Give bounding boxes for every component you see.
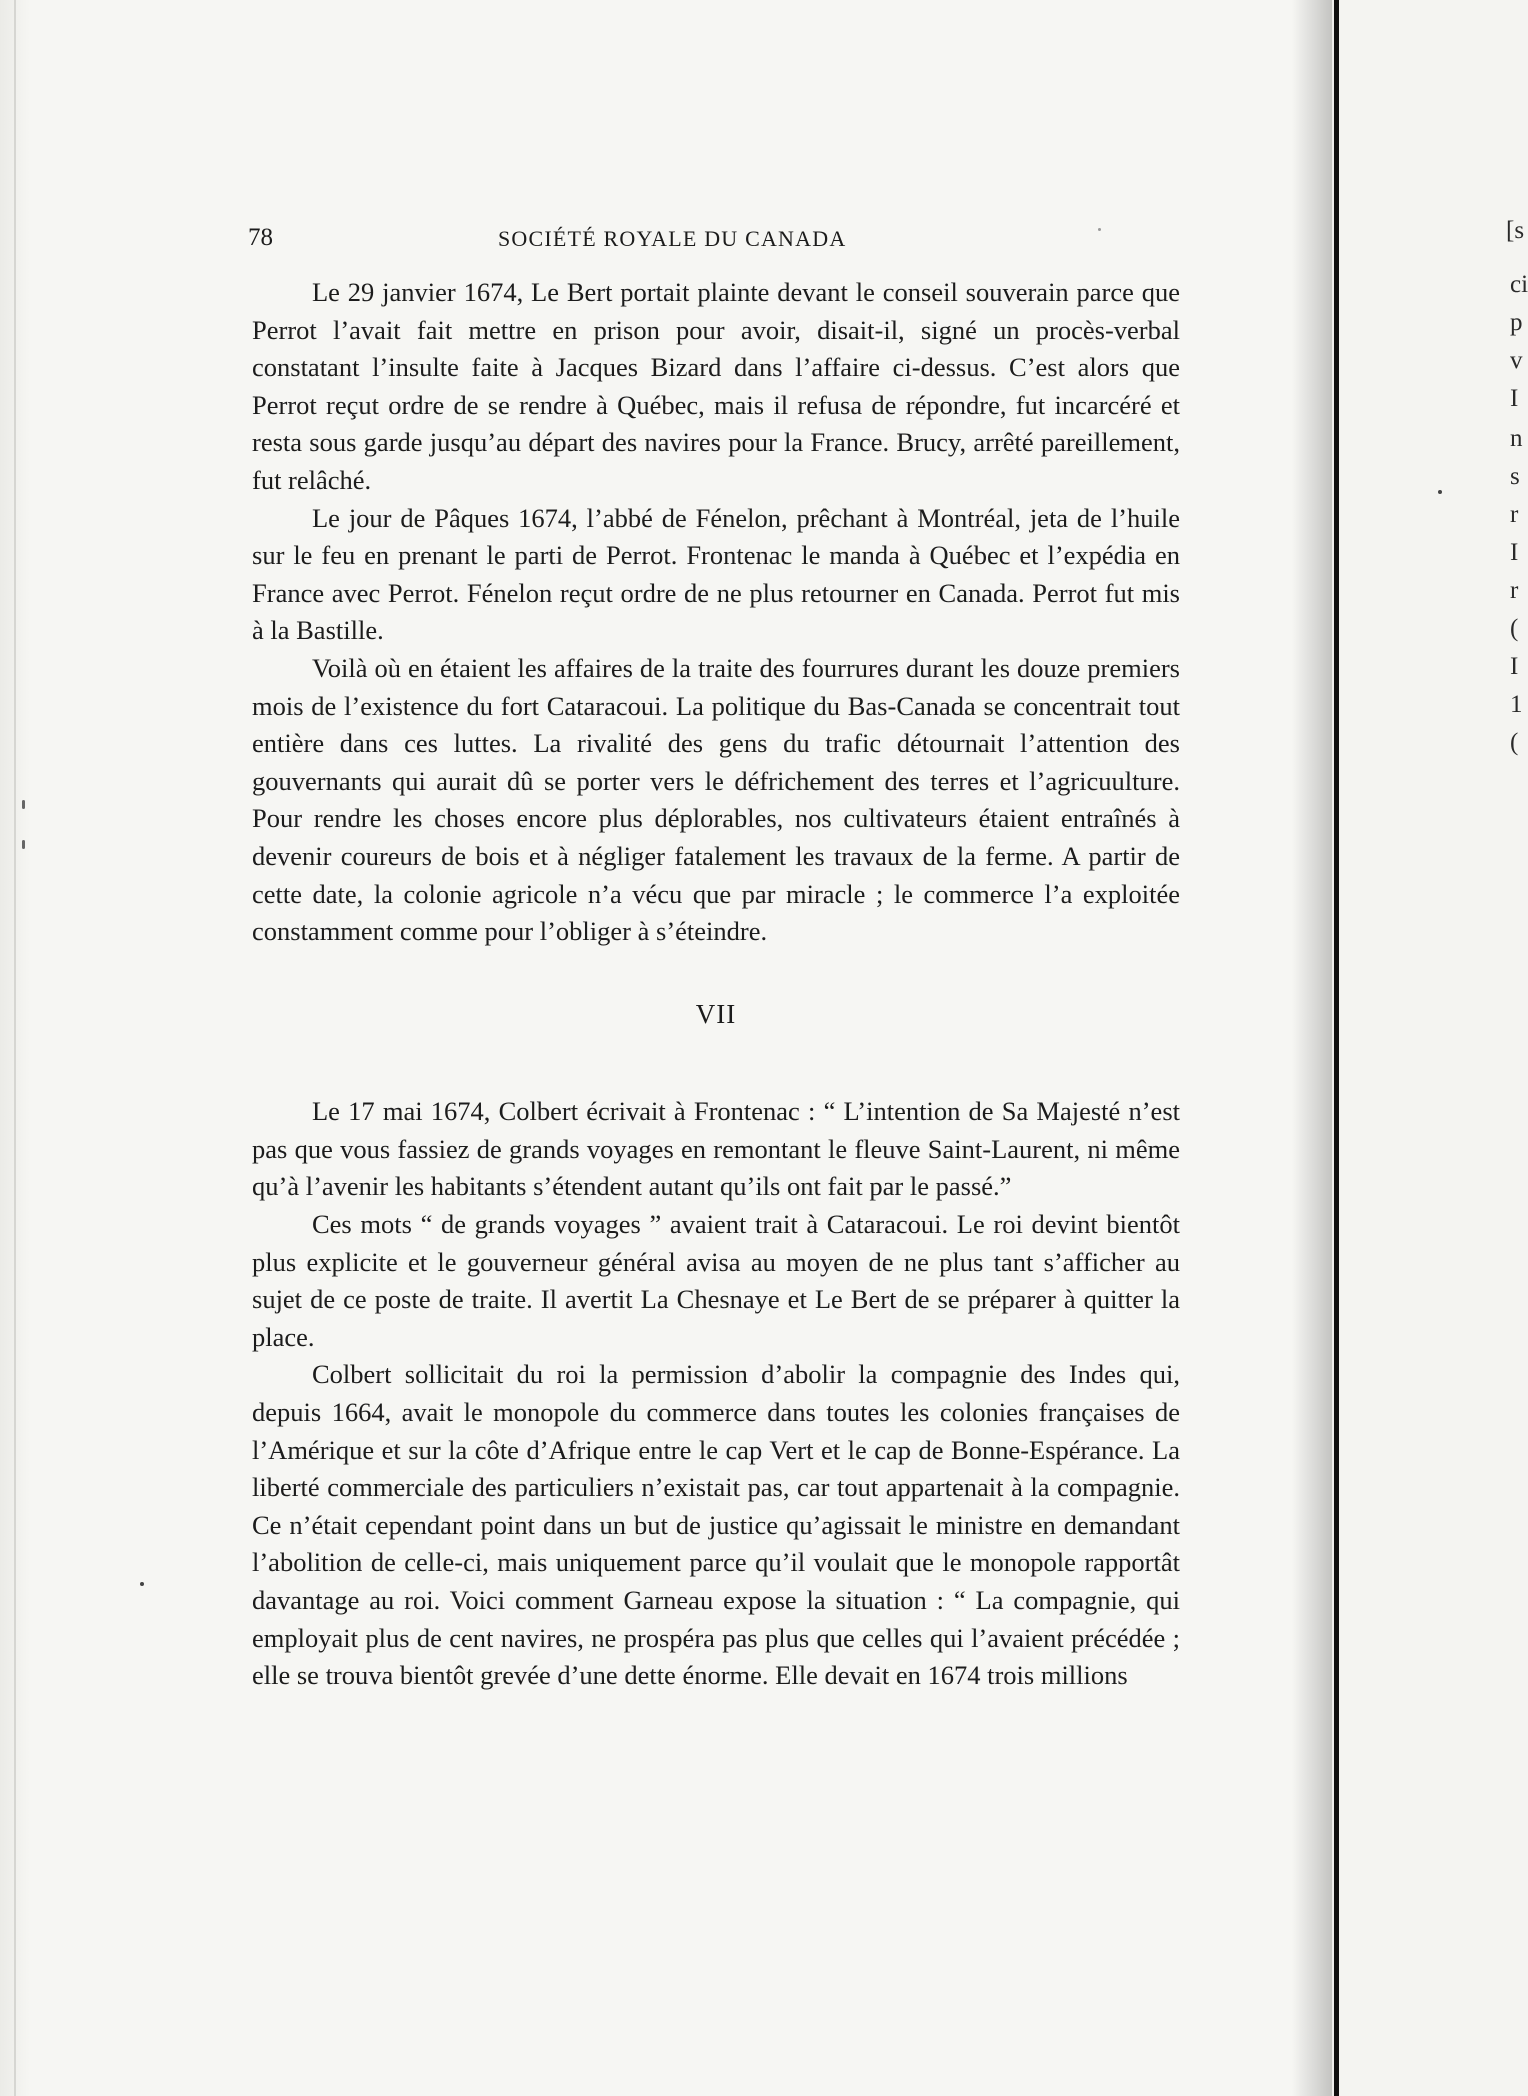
facing-page-letter: I <box>1510 385 1519 412</box>
facing-page-letter: s <box>1510 463 1520 490</box>
facing-page-letter: r <box>1510 501 1519 528</box>
facing-page-letter: I <box>1510 539 1519 566</box>
facing-page-letter: ( <box>1510 615 1519 642</box>
facing-page-letter: r <box>1510 577 1519 604</box>
scan-speck <box>1438 490 1442 494</box>
paragraph: Colbert sollicitait du roi la permission d’abolir la compagnie des Indes qui, depuis 1664, avait le monopole du commerce dans toutes les colonies françaises de l’Amérique et sur la côte d’Afrique entre le cap Vert et le cap de Bonne-Espérance. La liberté commerciale des particuliers n’existait pas, car tout appartenait à la compagnie. Ce n’était cependant point dans un but de justice qu’agissait le ministre en demandant l’abolition de celle-ci, mais uniquement parce qu’il voulait que le monopole rapportât davantage au roi. Voici comment Garneau expose la situation : “ La compagnie, qui employait plus de cent navires, ne prospéra pas plus que celles qui l’avaient précédée ; elle se trouva bientôt grevée d’une dette énorme. Elle devait en 1674 trois millions <box>252 1359 1180 1691</box>
paragraph: Le jour de Pâques 1674, l’abbé de Fénelon, prêchant à Montréal, jeta de l’huile sur le feu en prenant le parti de Perrot. Frontenac le manda à Québec et l’expédia en France avec Perrot. Fénelon reçut ordre de ne plus retourner en Canada. Perrot fut mis à la Bastille. <box>252 502 1180 646</box>
paragraph: Ces mots “ de grands voyages ” avaient trait à Cataracoui. Le roi devint bientôt plus explicite et le gouverneur général avisa au moyen de ne plus tant s’afficher au sujet de ce poste de traite. Il avertit La Chesnaye et Le Bert de se préparer à quitter la place. <box>252 1209 1180 1352</box>
book-gutter <box>1334 0 1339 2096</box>
running-head: SOCIÉTÉ ROYALE DU CANADA <box>498 226 847 251</box>
body-text <box>252 274 1180 1695</box>
scan-speck <box>1098 228 1101 231</box>
paragraph: Le 29 janvier 1674, Le Bert portait plainte devant le conseil souverain parce que Perrot l’avait fait mettre en prison pour avoir, disait-il, signé un procès-verbal constatant l’insulte faite à Jacques Bizard dans l’affaire ci-dessus. C’est alors que Perrot reçut ordre de se rendre à Québec, mais il refusa de répondre, fut incarcéré et resta sous garde jusqu’au départ des navires pour la France. Brucy, arrêté pareillement, fut relâché. <box>252 277 1180 495</box>
gutter-shadow <box>1292 0 1332 2096</box>
scan-speck <box>22 800 25 809</box>
section-heading: VII <box>695 998 737 1029</box>
paragraph: Voilà où en étaient les affaires de la traite des fourrures durant les douze premiers mois de l’existence du fort Cataracoui. La politique du Bas-Canada se concentrait tout entière dans ces luttes. La rivalité des gens du trafic détournait l’attention des gouvernants qui aurait dû se porter vers le défrichement des terres et l’agricuulture. Pour rendre les choses encore plus déplorables, nos cultivateurs étaient entraînés à devenir coureurs de bois et à négliger fatalement les travaux de la ferme. A partir de cette date, la colonie agricole n’a vécu que par miracle ; le commerce l’a exploitée constamment comme pour l’obliger à s’éteindre. <box>252 652 1180 947</box>
facing-page-letter: ci <box>1510 271 1528 298</box>
facing-page-letter: n <box>1510 425 1523 452</box>
facing-page-letter: [s <box>1506 217 1525 244</box>
facing-page-letter: 1 <box>1510 691 1523 718</box>
page-number: 78 <box>248 224 273 251</box>
facing-page-letter: v <box>1510 347 1523 374</box>
facing-page-letter: p <box>1510 309 1523 336</box>
scan-speck <box>22 840 25 849</box>
page-left-edge <box>14 0 16 2096</box>
paragraph: Le 17 mai 1674, Colbert écrivait à Frontenac : “ L’intention de Sa Majesté n’est pas que vous fassiez de grands voyages en remontant le fleuve Saint-Laurent, ni même qu’à l’avenir les habitants s’étendent autant qu’ils ont fait par le passé.” <box>252 1096 1180 1202</box>
facing-page <box>1339 0 1528 2096</box>
page-header <box>248 224 1178 260</box>
facing-page-letter: ( <box>1510 729 1519 756</box>
scan-speck <box>140 1582 144 1586</box>
facing-page-letter: I <box>1510 653 1519 680</box>
